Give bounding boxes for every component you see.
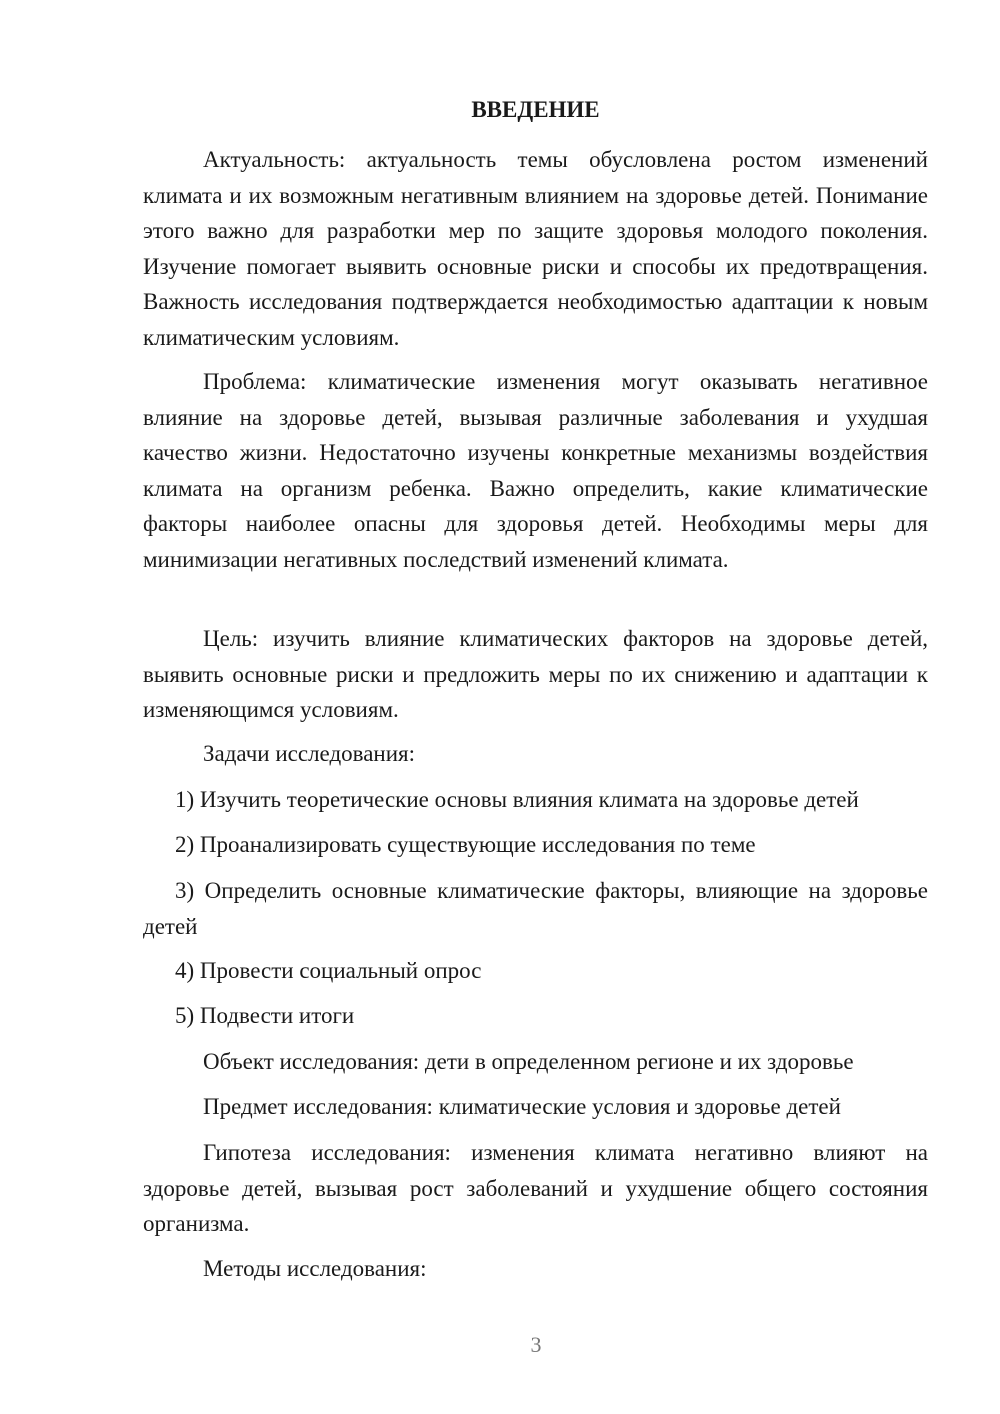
methods-heading: Методы исследования:: [203, 1256, 427, 1281]
subject-paragraph: Предмет исследования: климатические условия и здоровье детей: [203, 1094, 841, 1119]
object-paragraph: Объект исследования: дети в определенном регионе и их здоровье: [203, 1049, 854, 1074]
task-item: 5) Подвести итоги: [175, 1003, 355, 1028]
task-item: 2) Проанализировать существующие исследования по теме: [175, 832, 756, 857]
tasks-heading: Задачи исследования:: [203, 741, 416, 766]
page-title: ВВЕДЕНИЕ: [471, 97, 600, 122]
task-item: 1) Изучить теоретические основы влияния климата на здоровье детей: [175, 787, 859, 812]
task-item: 3) Определить основные климатические факторы, влияющие на здоровье детей: [143, 878, 928, 939]
task-item: 4) Провести социальный опрос: [175, 958, 482, 983]
hypothesis-paragraph: Гипотеза исследования: изменения климата негативно влияют на здоровье детей, вызывая рост заболеваний и ухудшение общего состояния организма.: [143, 1140, 928, 1236]
goal-paragraph: Цель: изучить влияние климатических факторов на здоровье детей, выявить основные риски и предложить меры по их снижению и адаптации к изменяющимся условиям.: [143, 626, 928, 722]
problem-paragraph: Проблема: климатические изменения могут оказывать негативное влияние на здоровье детей, вызывая различные заболевания и ухудшая качество жизни. Недостаточно изучены конкретные механизмы воздействия климата на организм ребенка. Важно определить, какие климатические факторы наиболее опасны для здоровья детей. Необходимы меры для минимизации негативных последствий изменений климата.: [143, 369, 928, 572]
relevance-paragraph: Актуальность: актуальность темы обусловлена ростом изменений климата и их возможным негативным влиянием на здоровье детей. Понимание этого важно для разработки мер по защите здоровья молодого поколения. Изучение помогает выявить основные риски и способы их предотвращения. Важность исследования подтверждается необходимостью адаптации к новым климатическим условиям.: [143, 147, 928, 350]
page-number: 3: [530, 1332, 542, 1357]
